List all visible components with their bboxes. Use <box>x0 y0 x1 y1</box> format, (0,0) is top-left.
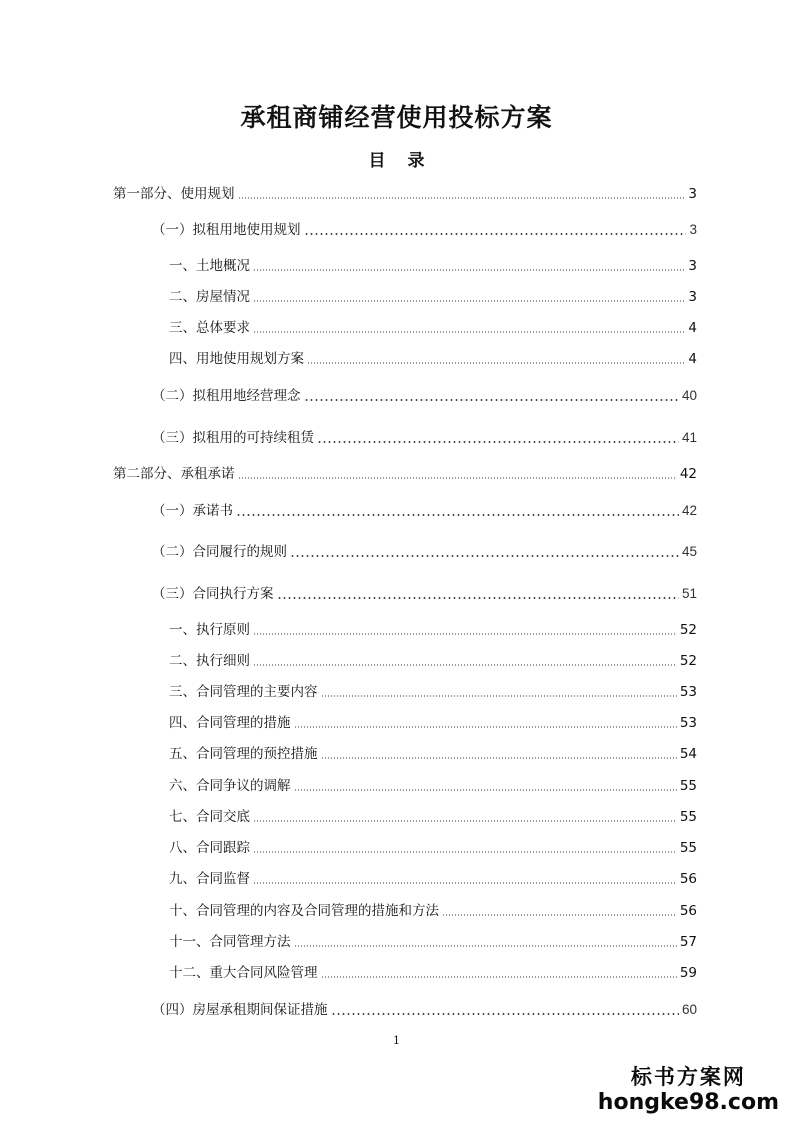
toc-entry <box>169 744 697 764</box>
toc-entry <box>152 220 697 240</box>
leader-dots <box>304 399 679 401</box>
leader-dots <box>253 300 685 302</box>
leader-dots <box>253 882 677 884</box>
toc-label: 一、土地概况 <box>169 258 250 274</box>
leader-dots <box>253 331 685 333</box>
leader-dots <box>321 695 677 697</box>
toc-label: 七、合同交底 <box>169 809 250 825</box>
leader-dots <box>253 269 685 271</box>
toc-entry <box>152 542 697 562</box>
toc-entry <box>113 464 697 484</box>
watermark <box>598 1064 779 1116</box>
toc-label: （二）拟租用地经营理念 <box>152 388 301 404</box>
toc-page: 53 <box>679 684 697 700</box>
leader-dots <box>253 664 677 666</box>
toc-page: 59 <box>679 965 697 981</box>
toc-label: 六、合同争议的调解 <box>169 778 291 794</box>
leader-dots <box>238 477 677 479</box>
toc-label: （一）拟租用地使用规划 <box>152 222 301 238</box>
leader-dots <box>236 514 679 516</box>
toc-page: 3 <box>688 186 697 202</box>
toc-page: 56 <box>679 903 697 919</box>
toc-page: 55 <box>679 809 697 825</box>
toc-label: 一、执行原则 <box>169 622 250 638</box>
toc-page: 52 <box>679 622 697 638</box>
toc-label: （二）合同履行的规则 <box>152 544 287 560</box>
toc-heading: 目录 <box>368 151 447 171</box>
leader-dots <box>277 597 679 599</box>
toc-page: 3 <box>688 258 697 274</box>
leader-dots <box>294 945 677 947</box>
toc-page: 55 <box>679 778 697 794</box>
toc-page: 41 <box>681 430 697 445</box>
toc-page: 42 <box>681 503 697 518</box>
toc-page: 54 <box>679 746 697 762</box>
toc-label: （三）拟租用的可持续租赁 <box>152 430 314 446</box>
toc-page: 45 <box>681 544 697 559</box>
leader-dots <box>290 555 679 557</box>
toc-entry <box>169 318 697 338</box>
toc-entry <box>169 287 697 307</box>
toc-label: 五、合同管理的预控措施 <box>169 746 318 762</box>
toc-entry <box>152 501 697 521</box>
watermark-text: 标书方案网 <box>630 1065 746 1089</box>
toc-page: 52 <box>679 653 697 669</box>
toc-page: 42 <box>679 466 697 482</box>
toc-label: 第二部分、承租承诺 <box>113 466 235 482</box>
toc-entry <box>152 1000 697 1020</box>
toc-entry <box>169 869 697 889</box>
leader-dots <box>253 851 677 853</box>
toc-label: 九、合同监督 <box>169 871 250 887</box>
leader-dots <box>321 757 677 759</box>
toc-page: 4 <box>688 351 697 367</box>
watermark-url: hongke98.com <box>597 1090 779 1115</box>
toc-page: 4 <box>688 320 697 336</box>
toc-page: 3 <box>688 289 697 305</box>
toc-label: （三）合同执行方案 <box>152 586 274 602</box>
toc-page: 3 <box>689 222 697 237</box>
toc-page: 40 <box>681 388 697 403</box>
toc-entry <box>169 963 697 983</box>
leader-dots <box>304 233 687 235</box>
leader-dots <box>253 633 677 635</box>
toc-label: 八、合同跟踪 <box>169 840 250 856</box>
toc-entry <box>169 932 697 952</box>
leader-dots <box>294 726 677 728</box>
toc-entry <box>169 838 697 858</box>
toc-label: 二、执行细则 <box>169 653 250 669</box>
leader-dots <box>294 789 677 791</box>
toc-label: 四、用地使用规划方案 <box>169 351 304 367</box>
toc-label: 第一部分、使用规划 <box>113 186 235 202</box>
toc-label: 十、合同管理的内容及合同管理的措施和方法 <box>169 903 439 919</box>
leader-dots <box>442 914 677 916</box>
toc-label: 十一、合同管理方法 <box>169 934 291 950</box>
leader-dots <box>238 197 686 199</box>
toc-label: 二、房屋情况 <box>169 289 250 305</box>
page-number: 1 <box>393 1034 400 1047</box>
toc-entry <box>152 428 697 448</box>
toc-label: 三、总体要求 <box>169 320 250 336</box>
toc-label: 四、合同管理的措施 <box>169 715 291 731</box>
toc-entry <box>169 682 697 702</box>
toc-page: 53 <box>679 715 697 731</box>
toc-page: 51 <box>681 586 697 601</box>
toc-entry <box>169 807 697 827</box>
document-title: 承租商铺经营使用投标方案 <box>240 103 553 132</box>
toc-entry <box>169 620 697 640</box>
toc-label: 十二、重大合同风险管理 <box>169 965 318 981</box>
leader-dots <box>253 820 677 822</box>
leader-dots <box>321 976 677 978</box>
toc-entry <box>152 584 697 604</box>
toc-entry <box>169 901 697 921</box>
toc-entry <box>169 256 697 276</box>
toc-entry <box>169 349 697 369</box>
toc-entry <box>169 776 697 796</box>
toc-label: （四）房屋承租期间保证措施 <box>152 1002 328 1018</box>
leader-dots <box>331 1013 679 1015</box>
leader-dots <box>307 362 685 364</box>
toc-page: 56 <box>679 871 697 887</box>
toc-label: 三、合同管理的主要内容 <box>169 684 318 700</box>
toc-page: 55 <box>679 840 697 856</box>
toc-entry <box>152 386 697 406</box>
toc-label: （一）承诺书 <box>152 503 233 519</box>
toc-entry <box>169 651 697 671</box>
leader-dots <box>317 441 679 443</box>
toc-page: 60 <box>681 1002 697 1017</box>
toc-entry <box>113 184 697 204</box>
toc-page: 57 <box>679 934 697 950</box>
toc-entry <box>169 713 697 733</box>
